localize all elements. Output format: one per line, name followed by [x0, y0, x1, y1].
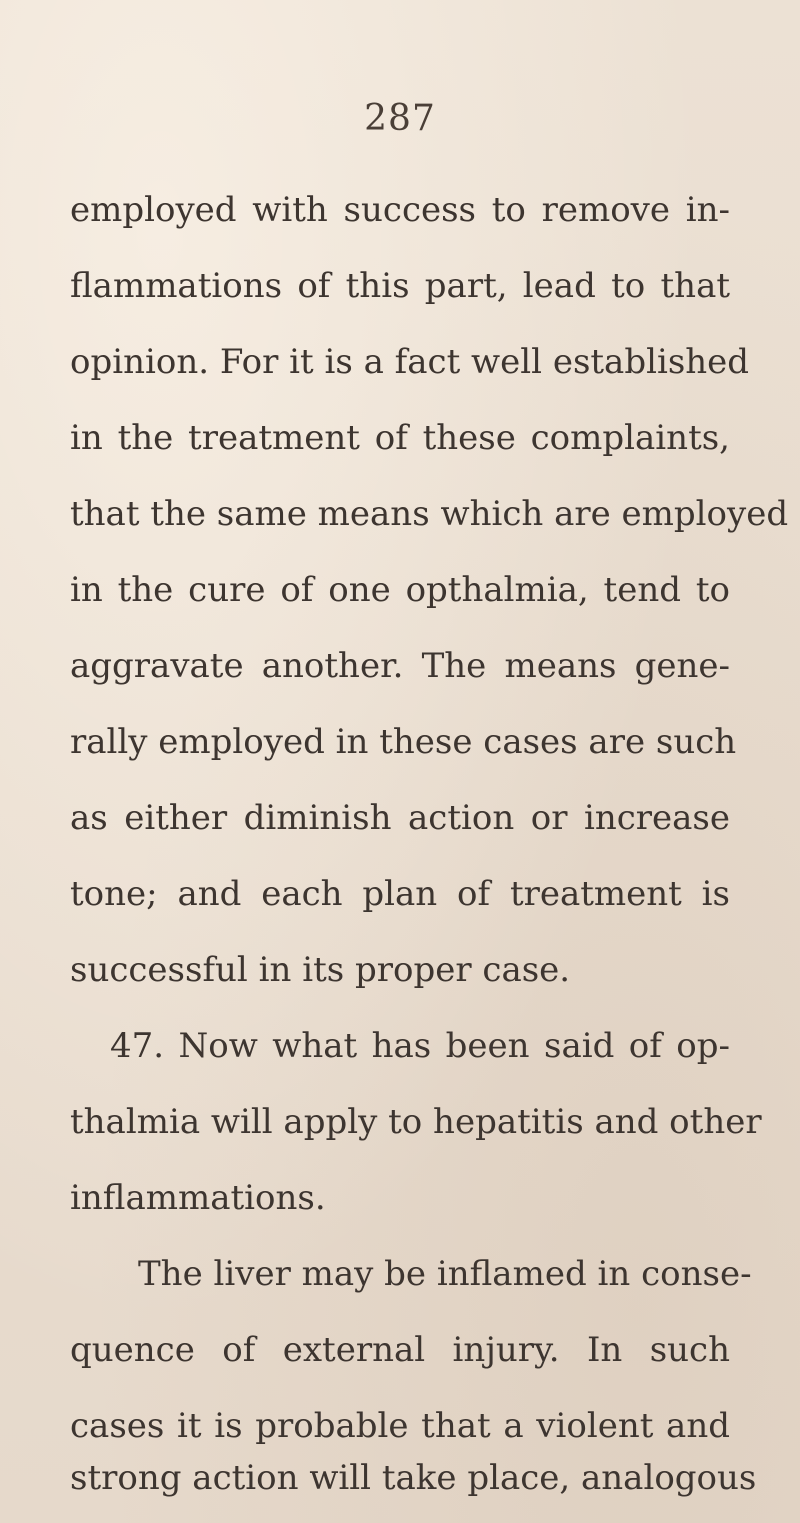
text-line: cases it is probable that a violent and — [70, 1406, 730, 1446]
text-line: aggravate another. The means gene- — [70, 646, 730, 686]
text-line: tone; and each plan of treatment is — [70, 874, 730, 914]
text-line: employed with success to remove in- — [70, 190, 730, 230]
text-line: successful in its proper case. — [70, 950, 571, 990]
page-number: 287 — [364, 98, 436, 139]
text-line: inflammations. — [70, 1178, 326, 1218]
text-line: that the same means which are employed — [70, 494, 789, 534]
text-line: strong action will take place, analogous — [70, 1458, 757, 1498]
text-line: in the cure of one opthalmia, tend to — [70, 570, 730, 610]
text-line: thalmia will apply to hepatitis and other — [70, 1102, 762, 1142]
text-line: rally employed in these cases are such — [70, 722, 737, 762]
text-line: as either diminish action or increase — [70, 798, 730, 838]
text-line: flammations of this part, lead to that — [70, 266, 730, 306]
text-line: in the treatment of these complaints, — [70, 418, 730, 458]
text-line: quence of external injury. In such — [70, 1330, 730, 1370]
text-line: opinion. For it is a fact well established — [70, 342, 750, 382]
text-line: The liver may be inflamed in conse- — [138, 1254, 752, 1294]
section-heading-line: 47. Now what has been said of op- — [110, 1026, 730, 1066]
